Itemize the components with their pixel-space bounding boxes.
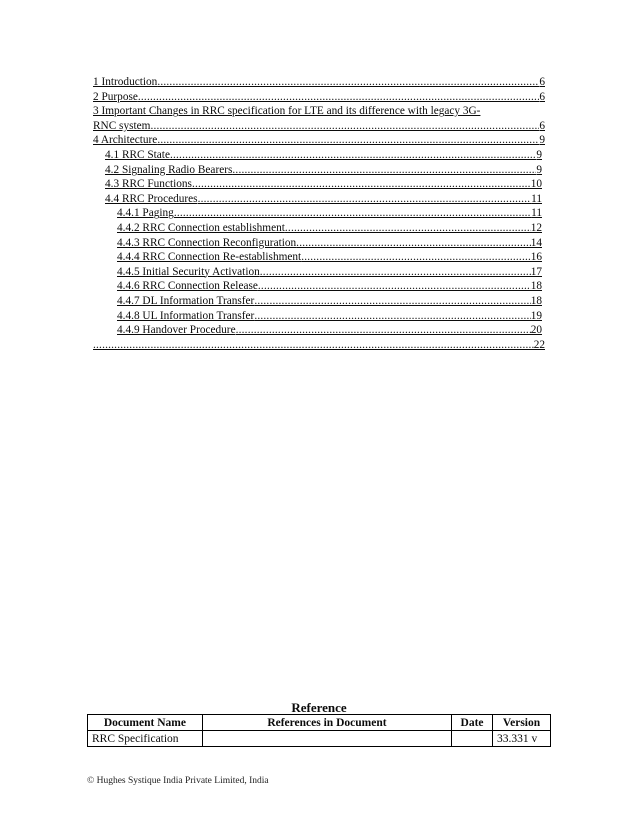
toc-entry-rrc-connection-establishment[interactable]: 4.4.2 RRC Connection establishment ..... 12	[93, 221, 542, 236]
toc-entry-rrc-state[interactable]: 4.1 RRC State ..... 9	[93, 148, 542, 163]
toc-entry-handover-procedure[interactable]: 4.4.9 Handover Procedure ..... 20	[93, 323, 542, 338]
cell-date	[452, 731, 493, 747]
table-header-row	[88, 715, 551, 731]
column-header-version: Version	[493, 715, 551, 731]
footer-copyright: © Hughes Systique India Private Limited, India	[87, 776, 269, 786]
reference-table	[87, 714, 551, 747]
toc-entry-important-changes[interactable]: 3 Important Changes in RRC specification for LTE and its difference with legacy 3G- RNC system ..... 6	[93, 104, 545, 133]
toc-entry-ul-information-transfer[interactable]: 4.4.8 UL Information Transfer ..... 19	[93, 309, 542, 324]
table-row	[88, 731, 551, 747]
toc-entry-purpose[interactable]: 2 Purpose ..... 6	[93, 90, 545, 105]
cell-references	[202, 731, 451, 747]
toc-entry-signaling-radio-bearers[interactable]: 4.2 Signaling Radio Bearers ..... 9	[93, 163, 542, 178]
toc-entry-rrc-functions[interactable]: 4.3 RRC Functions ..... 10	[93, 177, 542, 192]
toc-entry-architecture[interactable]: 4 Architecture ..... 9	[93, 133, 545, 148]
toc-entry-untitled[interactable]: ..... 22	[93, 338, 545, 353]
toc-entry-dl-information-transfer[interactable]: 4.4.7 DL Information Transfer ..... 18	[93, 294, 542, 309]
cell-version: 33.331 v	[493, 731, 551, 747]
toc-entry-rrc-procedures[interactable]: 4.4 RRC Procedures ..... 11	[93, 192, 542, 207]
toc-entry-paging[interactable]: 4.4.1 Paging ..... 11	[93, 206, 542, 221]
reference-title: Reference	[291, 700, 347, 715]
toc-entry-initial-security-activation[interactable]: 4.4.5 Initial Security Activation ..... 17	[93, 265, 542, 280]
table-of-contents	[93, 75, 545, 352]
toc-entry-rrc-connection-reconfiguration[interactable]: 4.4.3 RRC Connection Reconfiguration ..... 14	[93, 236, 542, 251]
cell-document-name: RRC Specification	[88, 731, 203, 747]
column-header-document-name: Document Name	[88, 715, 203, 731]
toc-entry-rrc-connection-reestablishment[interactable]: 4.4.4 RRC Connection Re-establishment ..... 16	[93, 250, 542, 265]
toc-entry-introduction[interactable]: 1 Introduction ..... 6	[93, 75, 545, 90]
toc-entry-rrc-connection-release[interactable]: 4.4.6 RRC Connection Release ..... 18	[93, 279, 542, 294]
column-header-references: References in Document	[202, 715, 451, 731]
column-header-date: Date	[452, 715, 493, 731]
